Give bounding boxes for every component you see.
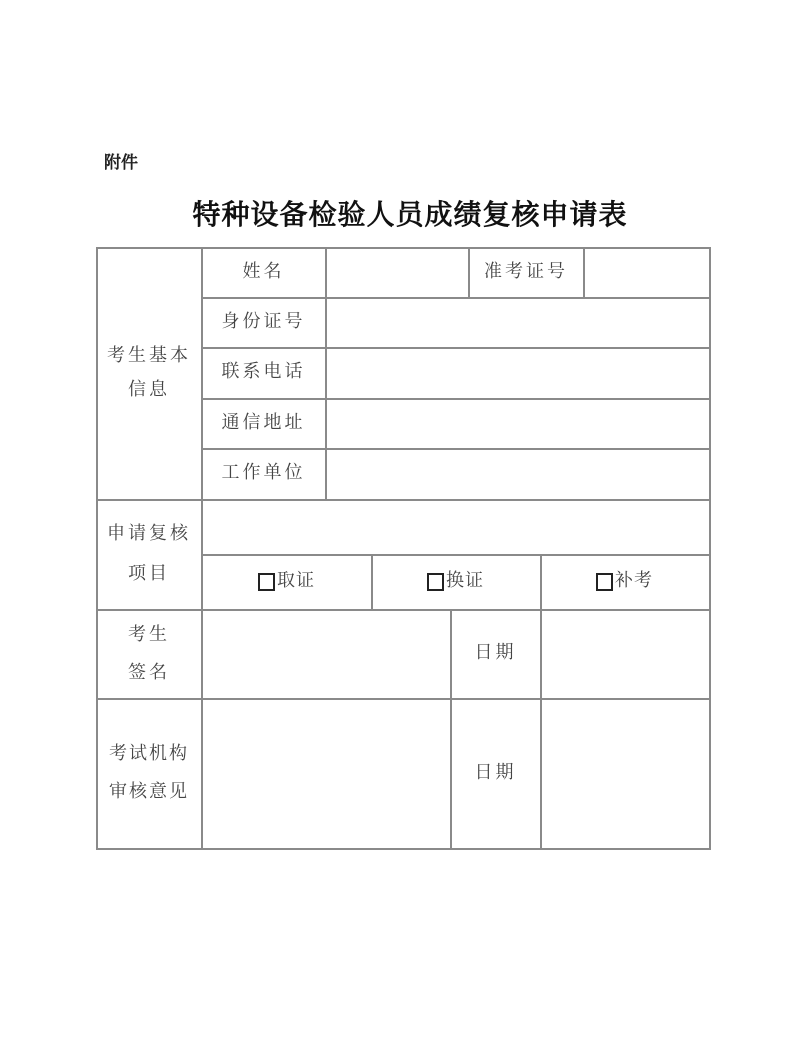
- checkbox-icon[interactable]: [427, 573, 444, 591]
- section-label-line: 申请复核: [107, 523, 191, 545]
- address-label: 通信地址: [221, 411, 306, 433]
- employer-field[interactable]: [326, 449, 709, 499]
- review-opinion-field[interactable]: [202, 699, 450, 848]
- signature-label: [96, 609, 202, 698]
- section-review-items-label: [96, 499, 202, 609]
- name-label: 姓名: [242, 260, 285, 282]
- admission-no-label: 准考证号: [484, 260, 568, 282]
- section-label-line: 签名: [128, 661, 170, 683]
- review-items-field[interactable]: [202, 500, 709, 554]
- address-field[interactable]: [326, 399, 709, 448]
- page-title: 特种设备检验人员成绩复核申请表: [192, 198, 628, 231]
- admission-no-field[interactable]: [584, 248, 709, 297]
- section-label-line: 考生: [128, 623, 170, 645]
- option-label: 换证: [446, 570, 484, 592]
- section-label-line: 考试机构: [109, 743, 189, 765]
- signature-field[interactable]: [202, 610, 450, 698]
- review-opinion-label: [96, 698, 202, 848]
- option-renewal[interactable]: [371, 554, 540, 609]
- option-certification[interactable]: [202, 554, 371, 609]
- phone-label: 联系电话: [221, 361, 306, 383]
- attachment-label: 附件: [104, 153, 138, 173]
- signature-date-field[interactable]: [541, 610, 709, 698]
- id-no-label: 身份证号: [221, 310, 306, 332]
- section-basic-info-label: [96, 247, 202, 499]
- option-label: 补考: [615, 570, 653, 592]
- section-label-line: 信息: [128, 379, 170, 400]
- signature-date-label: 日期: [474, 642, 517, 664]
- option-label: 取证: [277, 570, 315, 592]
- table-border-right: [709, 247, 711, 850]
- checkbox-icon[interactable]: [596, 573, 613, 591]
- review-date-label: 日期: [474, 761, 517, 783]
- section-label-line: 审核意见: [109, 781, 189, 802]
- section-label-line: 考生基本: [107, 344, 191, 366]
- employer-label: 工作单位: [221, 462, 306, 484]
- option-makeup-exam[interactable]: [540, 554, 709, 609]
- name-field[interactable]: [326, 248, 468, 297]
- id-no-field[interactable]: [326, 298, 709, 347]
- checkbox-icon[interactable]: [258, 573, 275, 591]
- table-border-bottom: [96, 848, 710, 850]
- review-date-field[interactable]: [541, 699, 709, 848]
- phone-field[interactable]: [326, 348, 709, 398]
- section-label-line: 项目: [128, 563, 170, 584]
